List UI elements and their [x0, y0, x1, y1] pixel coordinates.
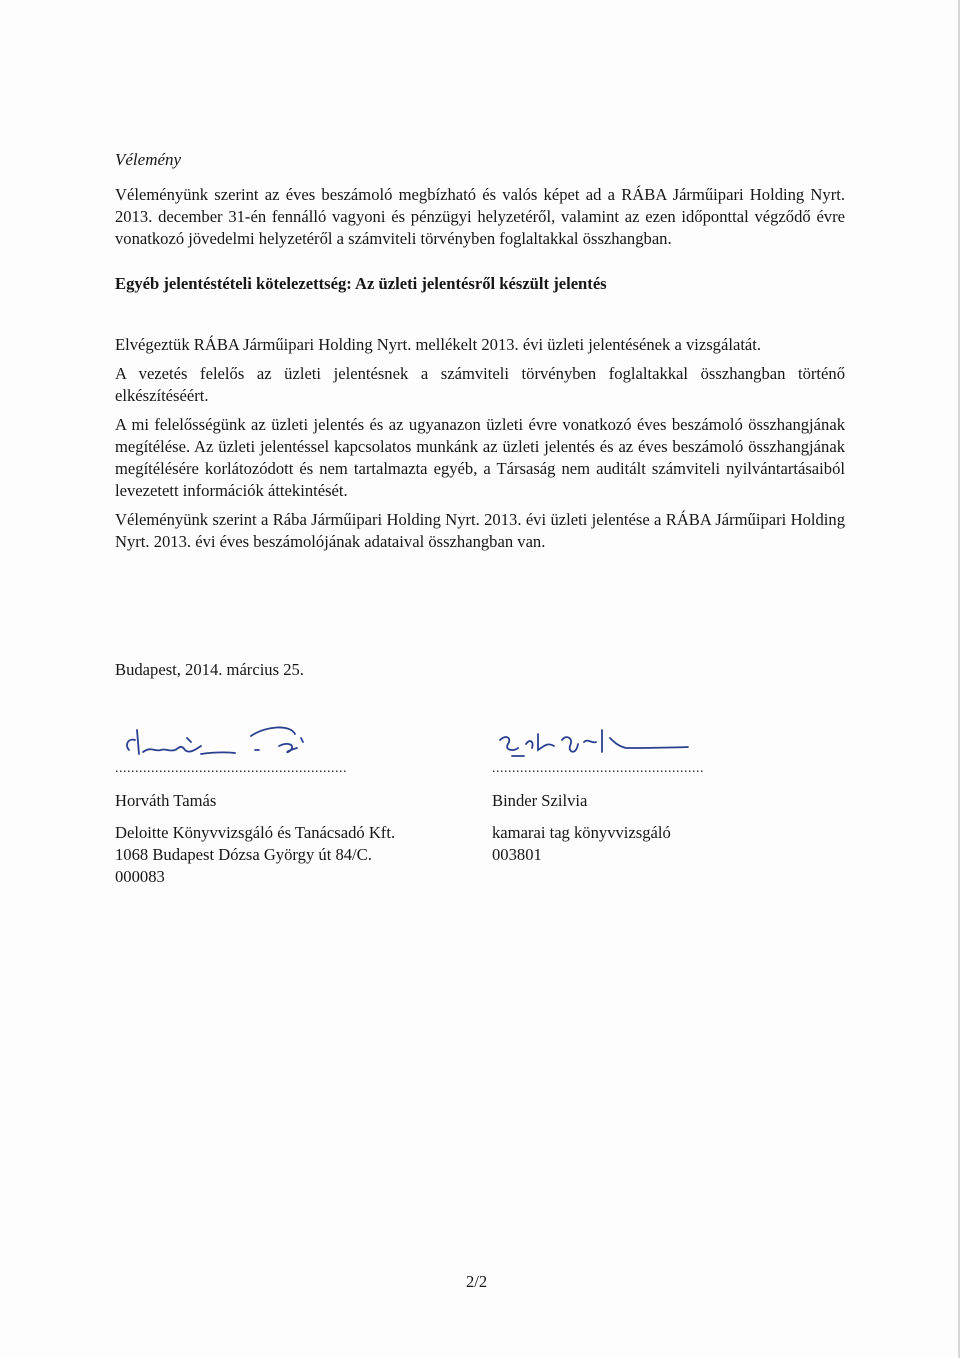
section-title: Egyéb jelentéstételi kötelezettség: Az üzleti jelentésről készült jelentés: [115, 274, 607, 293]
paragraph-examination: Elvégeztük RÁBA Járműipari Holding Nyrt. mellékelt 2013. évi üzleti jelentésének a vizsgálatát.: [115, 335, 762, 354]
handwritten-signature-left: [115, 716, 445, 764]
page-number: 2/2: [466, 1272, 488, 1291]
signer-name-left: Horváth Tamás: [115, 791, 217, 810]
place-date: Budapest, 2014. március 25.: [115, 660, 304, 679]
signer-company: Deloitte Könyvvizsgáló és Tanácsadó Kft.: [115, 823, 396, 842]
signer-name-right: Binder Szilvia: [492, 791, 588, 810]
signature-block-left: [115, 716, 445, 888]
signature-line-left: ..........................................................: [115, 761, 347, 776]
paragraph-conclusion: Véleményünk szerint a Rába Járműipari Holding Nyrt. 2013. évi üzleti jelentése a RÁBA Járműipari Holding Nyrt. 2013. évi éves beszámolójának adataival összhangban van.: [115, 510, 845, 551]
handwritten-signature-right: [492, 716, 822, 764]
report-body: [115, 150, 845, 560]
signature-block-right: [492, 716, 822, 866]
opinion-paragraph: Véleményünk szerint az éves beszámoló megbízható és valós képet ad a RÁBA Járműipari Holding Nyrt. 2013. december 31-én fennálló vagyoni és pénzügyi helyzetéről, valamint az ezen időponttal végződő évre vonatkozó jövedelmi helyzetéről a számviteli törvényben foglaltakkal összhangban.: [115, 185, 845, 248]
paragraph-auditor-responsibility: A mi felelősségünk az üzleti jelentés és az ugyanazon üzleti évre vonatkozó éves beszámoló összhangjának megítélése. Az üzleti jelentéssel kapcsolatos munkánk az üzleti jelentés és az éves beszámoló összhangjának megítélésére korlátozódott és nem tartalmazta egyéb, a Társaság nem auditált számviteli nyilvántartásaiból levezetett információk áttekintését.: [115, 415, 845, 500]
signature-line-right: .....................................................: [492, 761, 704, 776]
signer-address: 1068 Budapest Dózsa György út 84/C.: [115, 845, 372, 864]
signer-title: kamarai tag könyvvizsgáló: [492, 823, 671, 842]
opinion-heading: Vélemény: [115, 150, 182, 169]
paragraph-management-responsibility: A vezetés felelős az üzleti jelentésnek a számviteli törvényben foglaltakkal összhangban történő elkészítéséért.: [115, 364, 845, 405]
signer-registration-right: 003801: [492, 845, 542, 864]
signer-registration-left: 000083: [115, 867, 165, 886]
